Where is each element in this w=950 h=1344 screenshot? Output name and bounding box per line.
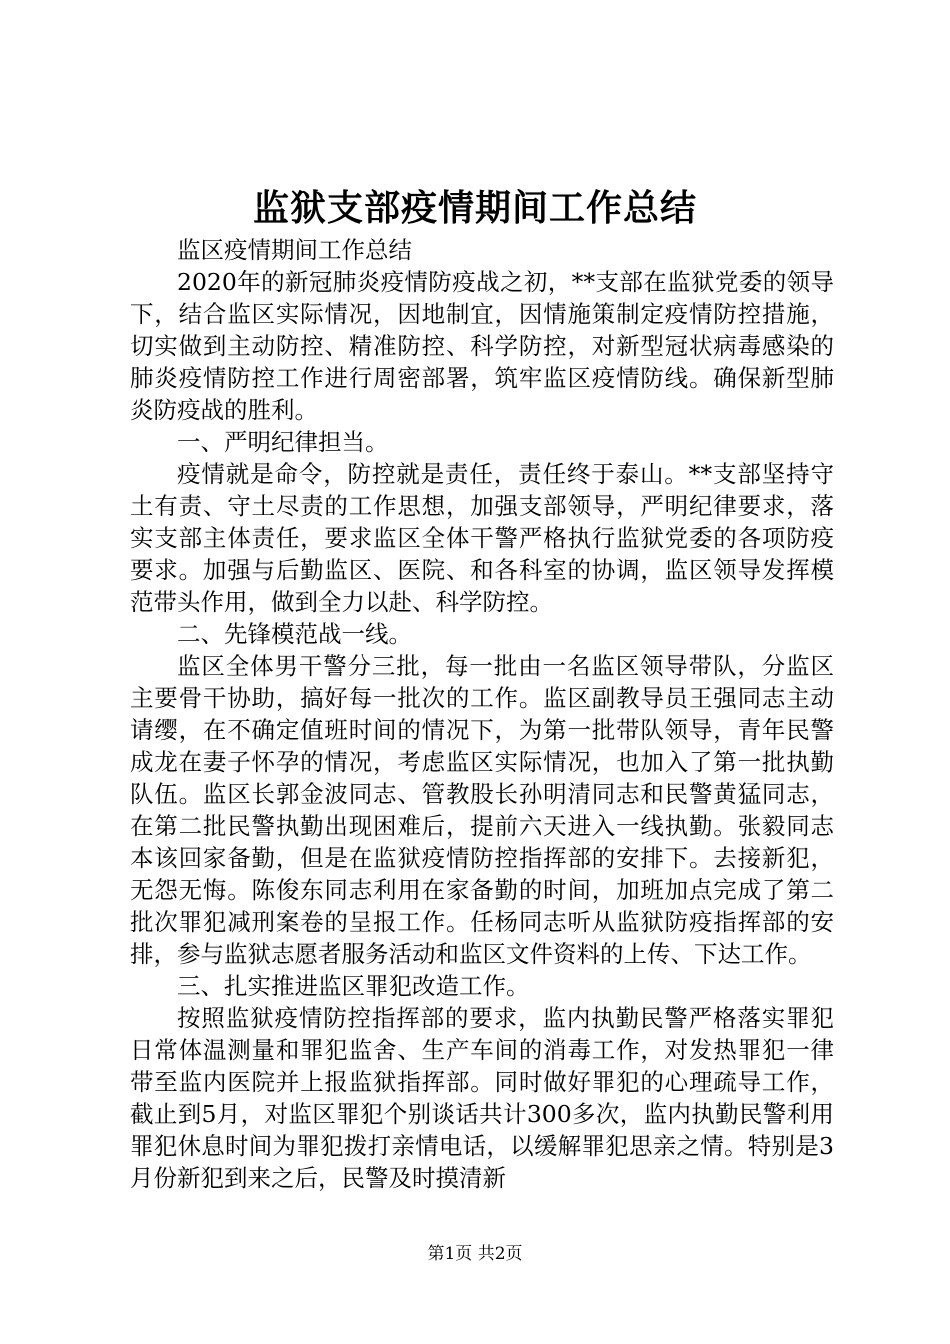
- paragraph-section-1: 疫情就是命令，防控就是责任，责任终于泰山。**支部坚持守土有责、守土尽责的工作思想，加强支部领导，严明纪律要求，落实支部主体责任，要求监区全体干警严格执行监狱党委的各项防疫要求。加强与后勤监区、医院、和各科室的协调，监区领导发挥模范带头作用，做到全力以赴、科学防控。: [130, 460, 834, 616]
- paragraph-section-2: 监区全体男干警分三批，每一批由一名监区领导带队，分监区主要骨干协助，搞好每一批次的工作。监区副教导员王强同志主动请缨，在不确定值班时间的情况下，为第一批带队领导，青年民警成龙在妻子怀孕的情况，考虑监区实际情况，也加入了第一批执勤队伍。监区长郭金波同志、管教股长孙明清同志和民警黄猛同志，在第二批民警执勤出现困难后，提前六天进入一线执勤。张毅同志本该回家备勤，但是在监狱疫情防控指挥部的安排下。去接新犯，无怨无悔。陈俊东同志利用在家备勤的时间，加班加点完成了第二批次罪犯减刑案卷的呈报工作。任杨同志听从监狱防疫指挥部的安排，参与监狱志愿者服务活动和监区文件资料的上传、下达工作。: [130, 652, 834, 968]
- paragraph-intro: 2020年的新冠肺炎疫情防疫战之初，**支部在监狱党委的领导下，结合监区实际情况，因地制宜，因情施策制定疫情防控措施，切实做到主动防控、精准防控、科学防控，对新型冠状病毒感染的肺炎疫情防控工作进行周密部署，筑牢监区疫情防线。确保新型肺炎防疫战的胜利。: [130, 268, 834, 424]
- page-number-footer: 第1页 共2页: [427, 1244, 523, 1264]
- paragraph-section-3: 按照监狱疫情防控指挥部的要求，监内执勤民警严格落实罪犯日常体温测量和罪犯监舍、生产车间的消毒工作，对发热罪犯一律带至监内医院并上报监狱指挥部。同时做好罪犯的心理疏导工作，截止到5月，对监区罪犯个别谈话共计300多次，监内执勤民警利用罪犯休息时间为罪犯拨打亲情电话，以缓解罪犯思亲之情。特别是3月份新犯到来之后，民警及时摸清新: [130, 1004, 834, 1192]
- section-heading-1: 一、严明纪律担当。: [177, 428, 389, 456]
- document-title: 监狱支部疫情期间工作总结: [252, 187, 697, 229]
- document-body: [130, 234, 834, 1194]
- section-heading-2: 二、先锋模范战一线。: [177, 620, 412, 648]
- section-heading-3: 三、扎实推进监区罪犯改造工作。: [177, 972, 530, 1000]
- paragraph-subtitle: 监区疫情期间工作总结: [177, 236, 412, 264]
